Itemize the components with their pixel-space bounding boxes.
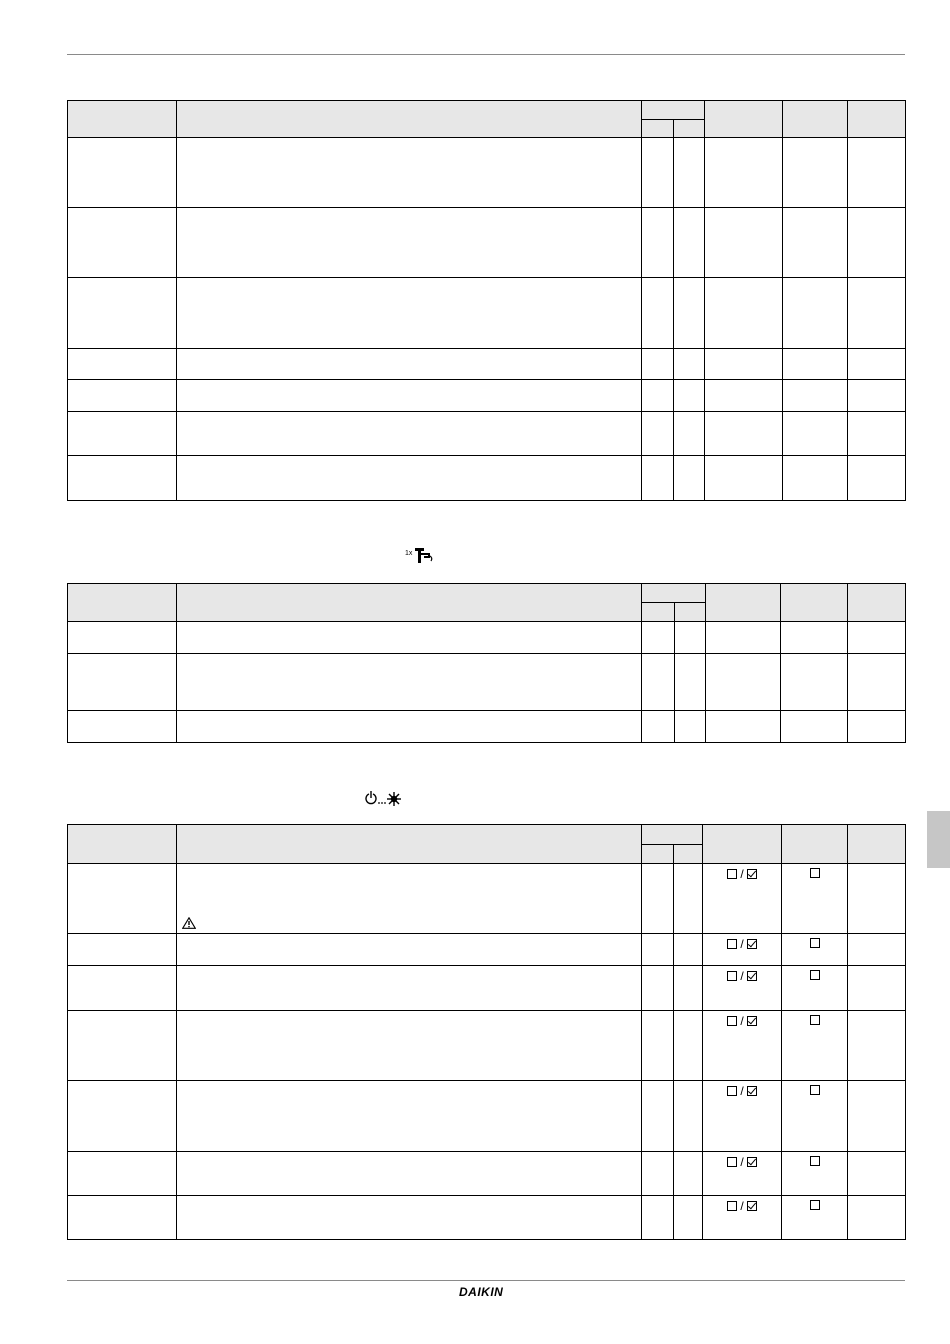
table-row xyxy=(68,934,906,966)
header-cell xyxy=(642,101,705,120)
table-row xyxy=(68,966,906,1011)
header-cell xyxy=(782,825,848,864)
checkbox[interactable] xyxy=(810,1085,820,1095)
header-cell xyxy=(642,584,706,603)
header-cell xyxy=(177,584,642,622)
header-cell xyxy=(848,584,906,622)
table-row xyxy=(68,1081,906,1152)
header-subcell xyxy=(642,120,674,138)
table-row xyxy=(68,208,906,278)
header-cell xyxy=(68,101,177,138)
table-row xyxy=(68,654,906,711)
checked-box-icon[interactable] xyxy=(747,1157,757,1167)
unchecked-box-icon[interactable] xyxy=(727,1086,737,1096)
footer-rule xyxy=(67,1280,905,1281)
checkbox-separator: / xyxy=(740,1155,744,1169)
header-cell xyxy=(783,101,848,138)
unchecked-box-icon[interactable] xyxy=(727,1157,737,1167)
checkbox-pair xyxy=(703,864,781,880)
header-subcell xyxy=(674,120,705,138)
table-row xyxy=(68,711,906,743)
checkbox-pair xyxy=(703,1152,781,1168)
header-cell xyxy=(848,825,906,864)
checkbox[interactable] xyxy=(810,938,820,948)
unchecked-box-icon[interactable] xyxy=(727,1016,737,1026)
unchecked-box-icon[interactable] xyxy=(727,1201,737,1211)
header-cell xyxy=(781,584,848,622)
checkbox-pair xyxy=(703,966,781,982)
checked-box-icon[interactable] xyxy=(747,1201,757,1211)
header-cell xyxy=(848,101,906,138)
checkbox-separator: / xyxy=(740,867,744,881)
parameter-table-1 xyxy=(67,100,906,501)
checkbox-separator: / xyxy=(740,1014,744,1028)
header-cell xyxy=(705,101,783,138)
chapter-side-tab xyxy=(927,811,950,868)
unchecked-box-icon[interactable] xyxy=(727,869,737,879)
header-cell xyxy=(706,584,781,622)
checkbox[interactable] xyxy=(810,1015,820,1025)
header-subcell xyxy=(642,845,674,864)
table-row xyxy=(68,138,906,208)
standby-to-heating-icon xyxy=(362,789,406,809)
header-subcell xyxy=(675,603,706,622)
checked-box-icon[interactable] xyxy=(747,971,757,981)
checkbox-separator: / xyxy=(740,937,744,951)
checkbox[interactable] xyxy=(810,970,820,980)
warning-triangle-icon xyxy=(182,917,196,929)
checkbox-pair xyxy=(703,934,781,950)
checkbox[interactable] xyxy=(810,1156,820,1166)
svg-text:1x: 1x xyxy=(405,550,413,557)
brand-logo: DAIKIN xyxy=(459,1285,504,1299)
checked-box-icon[interactable] xyxy=(747,869,757,879)
checkbox-separator: / xyxy=(740,1199,744,1213)
checkbox-pair xyxy=(703,1011,781,1027)
table-row xyxy=(68,380,906,412)
checked-box-icon[interactable] xyxy=(747,1086,757,1096)
unchecked-box-icon[interactable] xyxy=(727,971,737,981)
table-row xyxy=(68,278,906,349)
header-cell xyxy=(177,101,642,138)
header-cell xyxy=(703,825,782,864)
checkbox-separator: / xyxy=(740,1084,744,1098)
header-cell xyxy=(68,584,177,622)
parameter-table-3 xyxy=(67,824,906,1240)
table-row xyxy=(68,622,906,654)
table-row xyxy=(68,1196,906,1240)
table-row xyxy=(68,1011,906,1081)
table-row xyxy=(68,864,906,934)
table-row xyxy=(68,1152,906,1196)
table-row xyxy=(68,349,906,380)
header-cell xyxy=(642,825,703,845)
header-cell xyxy=(177,825,642,864)
unchecked-box-icon[interactable] xyxy=(727,939,737,949)
checkbox[interactable] xyxy=(810,1200,820,1210)
header-cell xyxy=(68,825,177,864)
table-row xyxy=(68,412,906,456)
checkbox-pair xyxy=(703,1081,781,1097)
table-row xyxy=(68,456,906,501)
checkbox[interactable] xyxy=(810,868,820,878)
checked-box-icon[interactable] xyxy=(747,1016,757,1026)
one-time-hot-water-icon xyxy=(405,546,439,564)
checkbox-pair xyxy=(703,1196,781,1212)
checked-box-icon[interactable] xyxy=(747,939,757,949)
checkbox-separator: / xyxy=(740,969,744,983)
header-subcell xyxy=(674,845,703,864)
header-subcell xyxy=(642,603,675,622)
header-rule xyxy=(67,54,905,55)
parameter-table-2 xyxy=(67,583,906,743)
